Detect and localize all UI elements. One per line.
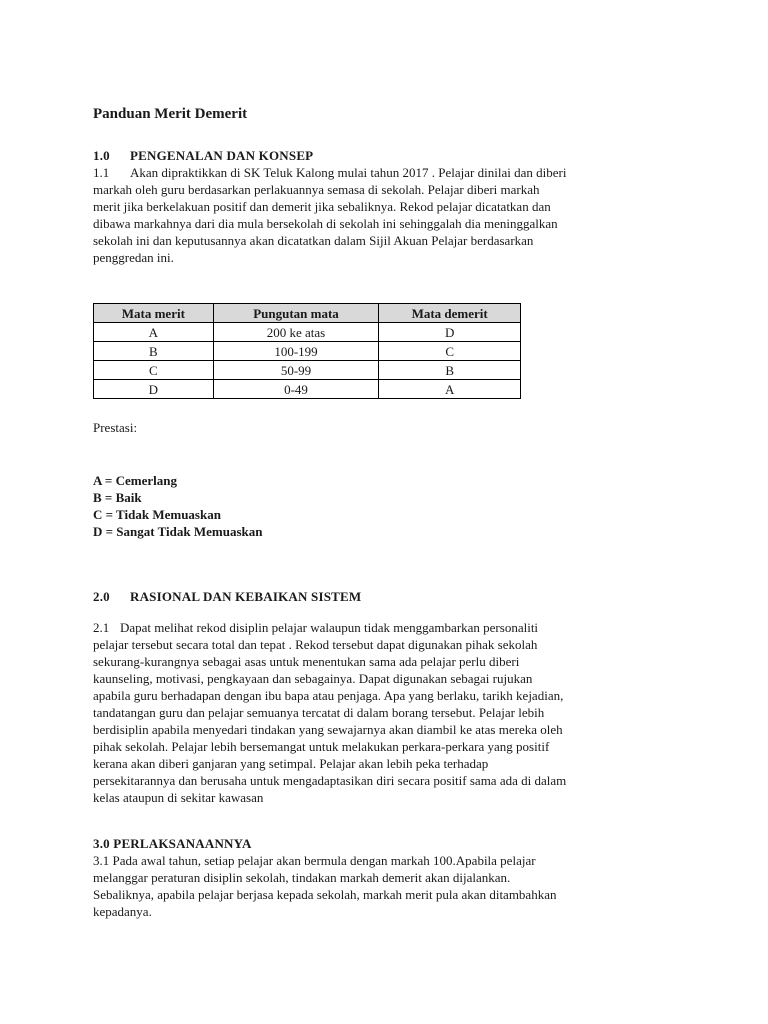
table-row [94,342,521,361]
paragraph-line: markah oleh guru berdasarkan perlakuannya semasa di sekolah. Pelajar diberi markah [93,182,540,197]
section-2-title: RASIONAL DAN KEBAIKAN SISTEM [130,589,362,604]
legend-item: C = Tidak Memuaskan [93,507,221,522]
paragraph-number: 2.1 [93,620,110,635]
paragraph-line: penggredan ini. [93,250,174,265]
section-1-number: 1.0 [93,148,110,163]
legend-item: D = Sangat Tidak Memuaskan [93,524,263,539]
table-cell: 0-49 [213,380,379,399]
paragraph-line: kepadanya. [93,904,152,919]
grading-table [93,303,521,399]
section-2-number: 2.0 [93,589,110,604]
table-row [94,380,521,399]
paragraph-line: melanggar peraturan disiplin sekolah, tindakan markah demerit akan dijalankan. [93,870,511,885]
legend-item: B = Baik [93,490,142,505]
document-page [93,104,663,920]
paragraph-line: dibawa markahnya dari dia mula bersekolah di sekolah ini sehinggalah dia meninggalkan [93,216,558,231]
table-cell: 200 ke atas [213,323,379,342]
paragraph-line: kelas ataupun di sekitar kawasan [93,790,264,805]
table-cell: A [94,323,214,342]
paragraph-line: 3.1 Pada awal tahun, setiap pelajar akan bermula dengan markah 100.Apabila pelajar [93,853,536,868]
paragraph-number: 1.1 [93,165,110,180]
table-cell: C [94,361,214,380]
section-2-heading [93,588,663,605]
legend-item: A = Cemerlang [93,473,177,488]
table-header-cell: Mata merit [94,304,214,323]
paragraph-line: kerana akan diberi ganjaran yang setimpal. Pelajar akan lebih peka terhadap [93,756,489,771]
section-2-paragraph [93,619,663,806]
grade-legend [93,472,663,540]
table-cell: C [379,342,521,361]
paragraph-line: persekitarannya dan berusaha untuk mengadaptasikan diri secara positif sama ada di dalam [93,773,567,788]
paragraph-line: Sebaliknya, apabila pelajar berjasa kepada sekolah, markah merit pula akan ditambahkan [93,887,557,902]
paragraph-line: merit jika berkelakuan positif dan demerit jika sebaliknya. Rekod pelajar dicatatkan dan [93,199,551,214]
table-cell: 50-99 [213,361,379,380]
table-header-row [94,304,521,323]
document-title: Panduan Merit Demerit [93,106,248,122]
table-cell: A [379,380,521,399]
table-cell: D [94,380,214,399]
table-row [94,361,521,380]
paragraph-line: pelajar tersebut secara total dan tepat . Rekod tersebut dapat digunakan pihak sekolah [93,637,538,652]
paragraph-line: kaunseling, motivasi, pengkayaan dan sebagainya. Dapat digunakan sebagai rujukan [93,671,533,686]
section-1-paragraph [93,164,663,266]
table-cell: D [379,323,521,342]
section-3-heading: 3.0 PERLAKSANAANNYA [93,836,252,851]
paragraph-line: berdisiplin apabila menyedari tindakan yang sewajarnya akan diambil ke atas mereka oleh [93,722,563,737]
paragraph-line: tandatangan guru dan pelajar semuanya tercatat di dalam borang tersebut. Pelajar lebih [93,705,545,720]
paragraph-line: sekurang-kurangnya sebagai asas untuk menentukan sama ada pelajar perlu diberi [93,654,520,669]
paragraph-line: 1.1 Akan dipraktikkan di SK Teluk Kalong mulai tahun 2017 . Pelajar dinilai dan diberi [93,165,567,180]
table-cell: 100-199 [213,342,379,361]
table-header-cell: Pungutan mata [213,304,379,323]
section-1-heading [93,147,663,164]
prestasi-label: Prestasi: [93,420,138,435]
paragraph-line: sekolah ini dan keputusannya akan dicatatkan dalam Sijil Akuan Pelajar berdasarkan [93,233,534,248]
table-cell: B [94,342,214,361]
section-3-paragraph [93,852,663,920]
section-1-title: PENGENALAN DAN KONSEP [130,148,314,163]
paragraph-line: 2.1 Dapat melihat rekod disiplin pelajar walaupun tidak menggambarkan personaliti [93,620,539,635]
table-cell: B [379,361,521,380]
table-header-cell: Mata demerit [379,304,521,323]
paragraph-line: apabila guru berhadapan dengan ibu bapa atau penjaga. Apa yang berlaku, tarikh kejadian, [93,688,564,703]
table-row [94,323,521,342]
paragraph-line: pihak sekolah. Pelajar lebih bersemangat untuk melakukan perkara-perkara yang positif [93,739,550,754]
